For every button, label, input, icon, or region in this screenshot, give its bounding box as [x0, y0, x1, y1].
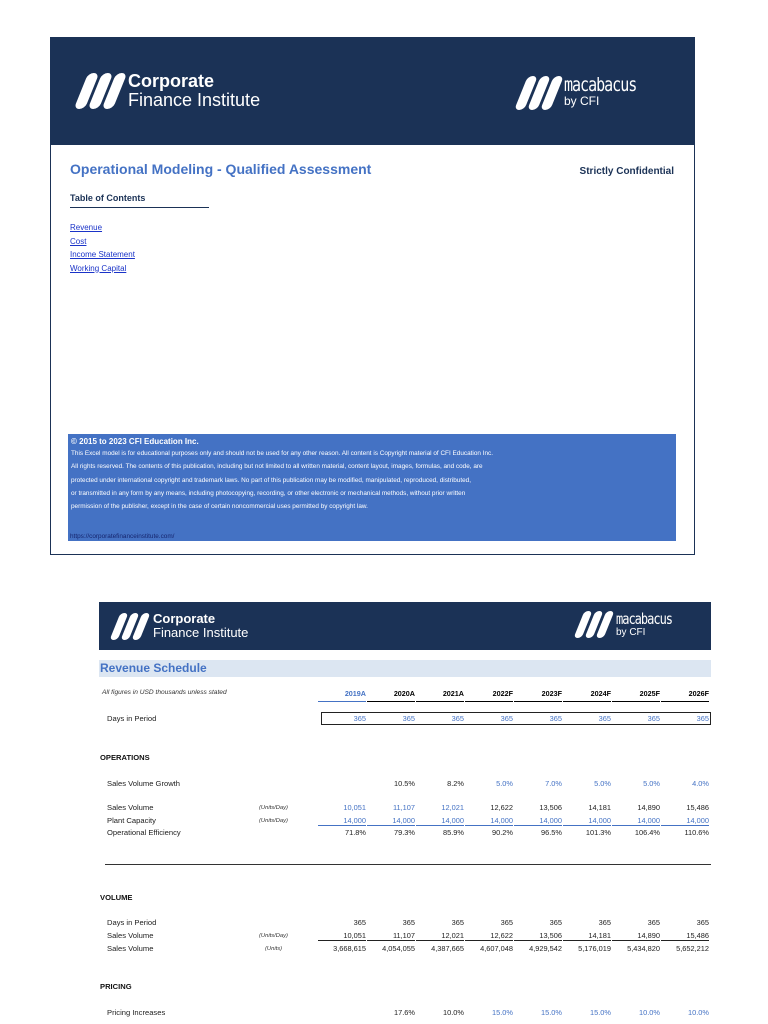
- efficiency-label: Operational Efficiency: [107, 828, 181, 837]
- pricing-increase-cell[interactable]: 10.0%: [639, 1008, 660, 1017]
- pricing-increase-cell[interactable]: 15.0%: [541, 1008, 562, 1017]
- pricing-increase-cell[interactable]: 15.0%: [590, 1008, 611, 1017]
- copyright-title: © 2015 to 2023 CFI Education Inc.: [71, 437, 199, 446]
- growth-cell[interactable]: 7.0%: [545, 779, 562, 788]
- toc-link-working-capital[interactable]: Working Capital: [70, 263, 127, 273]
- macabacus-logo: [521, 73, 637, 110]
- schedule-header-banner: [99, 602, 711, 650]
- efficiency-cell: 71.8%: [345, 828, 366, 837]
- year-header-cell: 2021A: [416, 689, 464, 702]
- schedule-title: Revenue Schedule: [100, 661, 207, 675]
- pricing-increase-cell: 17.6%: [394, 1008, 415, 1017]
- sales-volume-cell[interactable]: 11,107: [392, 803, 415, 812]
- efficiency-cell: 96.5%: [541, 828, 562, 837]
- volume-days-cell: 365: [451, 918, 464, 927]
- days-cell[interactable]: 365: [451, 714, 464, 723]
- volume-days-cell: 365: [500, 918, 513, 927]
- days-cell[interactable]: 365: [696, 714, 709, 723]
- macabacus-logo: [579, 611, 672, 638]
- sales-volume-cell[interactable]: 10,051: [343, 803, 366, 812]
- total-volume-cell: 4,054,055: [382, 944, 415, 953]
- total-volume-unit: (Units): [265, 946, 283, 952]
- pricing-increase-cell[interactable]: 15.0%: [492, 1008, 513, 1017]
- efficiency-cell: 90.2%: [492, 828, 513, 837]
- growth-cell: 8.2%: [447, 779, 464, 788]
- plant-capacity-unit: (Units/Day): [259, 818, 288, 824]
- plant-capacity-cell[interactable]: 14,000: [318, 816, 366, 826]
- year-header-cell: 2022F: [465, 689, 513, 702]
- macabacus-logo-icon: [579, 611, 609, 638]
- days-in-period-label: Days in Period: [107, 714, 157, 723]
- volume-days-cell: 365: [402, 918, 415, 927]
- cfi-logo: [81, 72, 260, 111]
- macabacus-logo-icon: [521, 76, 557, 110]
- year-header-cell: 2026F: [661, 689, 709, 702]
- plant-capacity-cell[interactable]: 14,000: [563, 816, 611, 826]
- plant-capacity-cell[interactable]: 14,000: [465, 816, 513, 826]
- website-link[interactable]: https://corporatefinanceinstitute.com/: [70, 533, 175, 540]
- daily-volume-cell: 14,890: [612, 931, 660, 941]
- daily-volume-unit: (Units/Day): [259, 933, 288, 939]
- total-volume-cell: 4,607,048: [480, 944, 513, 953]
- daily-volume-label: Sales Volume: [107, 931, 154, 940]
- days-cell[interactable]: 365: [549, 714, 562, 723]
- cfi-logo-line1: Corporate: [128, 71, 215, 91]
- days-cell[interactable]: 365: [598, 714, 611, 723]
- sales-volume-label: Sales Volume: [107, 803, 154, 812]
- sales-volume-cell: 13,506: [539, 803, 562, 812]
- cover-header-banner: [51, 38, 694, 145]
- macabacus-logo-by: by CFI: [564, 94, 600, 109]
- daily-volume-cell: 14,181: [563, 931, 611, 941]
- plant-capacity-cell[interactable]: 14,000: [514, 816, 562, 826]
- growth-cell[interactable]: 5.0%: [643, 779, 660, 788]
- growth-cell[interactable]: 5.0%: [594, 779, 611, 788]
- sales-volume-cell: 14,181: [588, 803, 611, 812]
- efficiency-cell: 79.3%: [394, 828, 415, 837]
- cfi-logo-icon: [115, 613, 145, 640]
- daily-volume-cell: 10,051: [318, 931, 366, 941]
- year-header-cell: 2020A: [367, 689, 415, 702]
- pricing-increase-label: Pricing Increases: [107, 1008, 166, 1017]
- sales-volume-unit: (Units/Day): [259, 805, 288, 811]
- daily-volume-cell: 12,622: [465, 931, 513, 941]
- year-header-cell: 2019A: [318, 689, 366, 702]
- total-volume-cell: 4,387,665: [431, 944, 464, 953]
- plant-capacity-cell[interactable]: 14,000: [661, 816, 709, 826]
- plant-capacity-cell[interactable]: 14,000: [612, 816, 660, 826]
- year-header-cell: 2023F: [514, 689, 562, 702]
- page-title: Operational Modeling - Qualified Assessment: [70, 161, 372, 177]
- volume-days-cell: 365: [598, 918, 611, 927]
- efficiency-cell: 106.4%: [634, 828, 660, 837]
- section-divider: [105, 864, 711, 865]
- cfi-logo-icon: [81, 73, 120, 109]
- volume-heading: VOLUME: [100, 893, 133, 902]
- days-cell[interactable]: 365: [402, 714, 415, 723]
- copyright-line: permission of the publisher, except in the case of certain noncommercial uses permitted by copyright law.: [71, 503, 368, 511]
- sales-volume-cell[interactable]: 12,021: [441, 803, 464, 812]
- pricing-heading: PRICING: [100, 982, 132, 991]
- daily-volume-cell: 12,021: [416, 931, 464, 941]
- plant-capacity-cell[interactable]: 14,000: [367, 816, 415, 826]
- operations-heading: OPERATIONS: [100, 753, 150, 762]
- volume-days-cell: 365: [353, 918, 366, 927]
- days-cell[interactable]: 365: [500, 714, 513, 723]
- total-volume-cell: 4,929,542: [529, 944, 562, 953]
- volume-days-cell: 365: [696, 918, 709, 927]
- sales-volume-cell: 15,486: [686, 803, 709, 812]
- total-volume-cell: 5,176,019: [578, 944, 611, 953]
- copyright-line: All rights reserved. The contents of this publication, including but not limited to all written material, content layout, images, formulas, and code, are: [71, 463, 483, 471]
- copyright-line: or transmitted in any form by any means, including photocopying, recording, or other electronic or mechanical methods, without prior written: [71, 489, 466, 497]
- year-header-cell: 2025F: [612, 689, 660, 702]
- plant-capacity-label: Plant Capacity: [107, 816, 156, 825]
- cfi-logo: [115, 612, 248, 640]
- growth-cell: 10.5%: [394, 779, 415, 788]
- sales-volume-cell: 14,890: [637, 803, 660, 812]
- toc-link-income-statement[interactable]: Income Statement: [70, 250, 135, 259]
- daily-volume-cell: 13,506: [514, 931, 562, 941]
- total-volume-cell: 5,652,212: [676, 944, 709, 953]
- daily-volume-cell: 11,107: [367, 931, 415, 941]
- toc-link-revenue[interactable]: Revenue: [70, 223, 103, 232]
- plant-capacity-cell[interactable]: 14,000: [416, 816, 464, 826]
- year-header-cell: 2024F: [563, 689, 611, 702]
- total-volume-cell: 5,434,820: [627, 944, 660, 953]
- revenue-schedule: [99, 602, 711, 1024]
- efficiency-cell: 110.6%: [684, 828, 709, 837]
- volume-days-cell: 365: [549, 918, 562, 927]
- sales-volume-cell: 12,622: [490, 803, 513, 812]
- cfi-logo-line2: Finance Institute: [128, 90, 261, 111]
- macabacus-logo-by: by CFI: [616, 626, 646, 638]
- cfi-logo-line1: Corporate: [153, 611, 216, 626]
- total-volume-cell: 3,668,615: [333, 944, 366, 953]
- cfi-logo-line2: Finance Institute: [153, 625, 249, 641]
- efficiency-cell: 85.9%: [443, 828, 464, 837]
- days-cell[interactable]: 365: [353, 714, 366, 723]
- growth-cell[interactable]: 4.0%: [692, 779, 709, 788]
- volume-days-cell: 365: [647, 918, 660, 927]
- copyright-line: This Excel model is for educational purposes only and should not be used for any other reason. All content is Copyright material of CFI Education Inc.: [71, 450, 494, 457]
- toc-list: [70, 221, 135, 275]
- copyright-line: protected under international copyright and trademark laws. No part of this publication may be modified, manipulated, reproduced, distributed,: [71, 476, 471, 484]
- macabacus-logo-name: macabacus: [616, 610, 673, 628]
- volume-days-label: Days in Period: [107, 918, 157, 927]
- days-cell[interactable]: 365: [647, 714, 660, 723]
- pricing-increase-cell[interactable]: 10.0%: [688, 1008, 709, 1017]
- units-note: All figures in USD thousands unless stated: [102, 689, 227, 696]
- copyright-notice: [68, 434, 676, 541]
- macabacus-logo-name: macabacus: [564, 73, 637, 97]
- toc-link-cost[interactable]: Cost: [70, 236, 87, 246]
- pricing-increase-cell: 10.0%: [443, 1008, 464, 1017]
- toc-heading: Table of Contents: [70, 193, 209, 208]
- total-volume-label: Sales Volume: [107, 944, 154, 953]
- confidential-label: Strictly Confidential: [579, 166, 674, 177]
- efficiency-cell: 101.3%: [585, 828, 611, 837]
- growth-label: Sales Volume Growth: [107, 779, 181, 788]
- daily-volume-cell: 15,486: [661, 931, 709, 941]
- growth-cell[interactable]: 5.0%: [496, 779, 513, 788]
- cover-sheet: [50, 37, 695, 555]
